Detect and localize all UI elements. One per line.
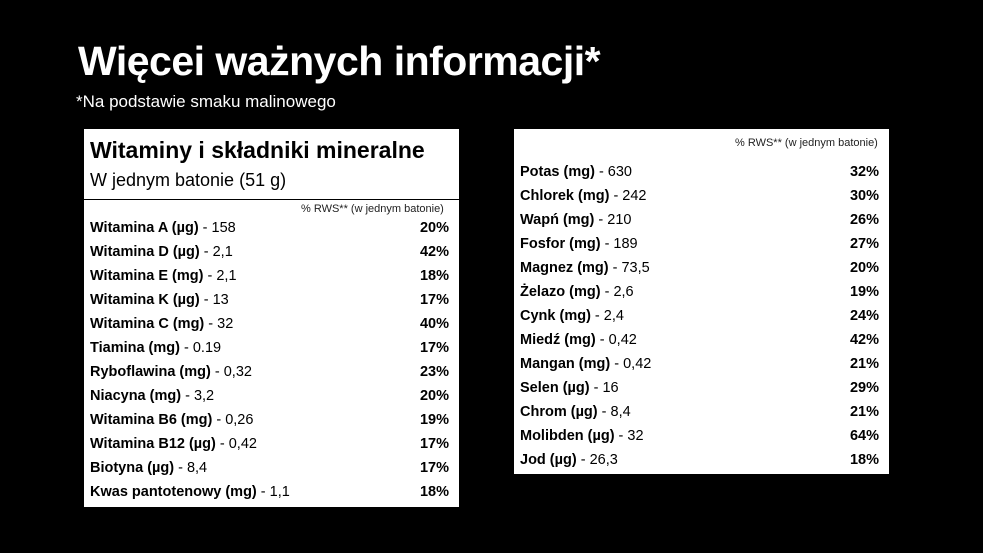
nutrient-amount: - 158 <box>198 220 236 236</box>
nutrient-label <box>90 384 214 408</box>
nutrient-label <box>90 312 233 336</box>
nutrient-amount: - 0,42 <box>610 356 652 372</box>
nutrient-name: Chlorek (mg) <box>520 188 610 204</box>
nutrient-rws-percent: 17% <box>419 340 449 356</box>
nutrient-rws-percent: 20% <box>419 388 449 404</box>
nutrient-rws-percent: 18% <box>849 452 879 468</box>
nutrient-name: Tiamina (mg) <box>90 340 180 356</box>
nutrient-rws-percent: 20% <box>849 260 879 276</box>
nutrient-label <box>520 304 624 328</box>
nutrient-amount: - 0,26 <box>212 412 254 428</box>
nutrient-rws-percent: 23% <box>419 364 449 380</box>
vitamins-list <box>84 216 459 504</box>
nutrient-amount: - 13 <box>199 292 229 308</box>
nutrient-label <box>90 336 221 360</box>
nutrient-row <box>514 184 889 208</box>
nutrient-label <box>90 288 229 312</box>
nutrient-name: Witamina C (mg) <box>90 316 205 332</box>
nutrient-row <box>514 376 889 400</box>
nutrient-amount: - 2,1 <box>203 268 237 284</box>
nutrient-label <box>520 280 634 304</box>
vitamins-panel-title: Witaminy i składniki mineralne <box>90 137 425 163</box>
nutrient-label <box>520 256 650 280</box>
vitamins-panel <box>84 129 459 507</box>
nutrient-rws-percent: 27% <box>849 236 879 252</box>
nutrient-row <box>514 256 889 280</box>
nutrient-row <box>84 216 459 240</box>
minerals-panel <box>514 129 889 474</box>
nutrient-amount: - 0.19 <box>179 340 222 356</box>
nutrient-row <box>514 448 889 472</box>
nutrient-rws-percent: 20% <box>419 220 449 236</box>
nutrient-label <box>520 424 644 448</box>
nutrient-name: Magnez (mg) <box>520 260 609 276</box>
nutrient-amount: - 3,2 <box>181 388 215 404</box>
nutrient-name: Żelazo (mg) <box>520 284 601 300</box>
nutrient-name: Witamina A (µg) <box>90 220 199 236</box>
nutrient-row <box>84 456 459 480</box>
nutrient-name: Kwas pantotenowy (mg) <box>90 484 257 500</box>
nutrient-row <box>84 264 459 288</box>
nutrient-label <box>520 184 647 208</box>
nutrient-amount: - 32 <box>204 316 234 332</box>
nutrient-label <box>90 264 237 288</box>
nutrient-name: Fosfor (mg) <box>520 236 601 252</box>
nutrient-rws-percent: 42% <box>419 244 449 260</box>
nutrient-row <box>84 360 459 384</box>
rws-header: % RWS** (w jednym batonie) <box>301 203 444 215</box>
nutrient-rws-percent: 42% <box>849 332 879 348</box>
nutrient-name: Chrom (µg) <box>520 404 598 420</box>
nutrient-label <box>520 232 638 256</box>
nutrient-name: Cynk (mg) <box>520 308 591 324</box>
nutrient-label <box>520 208 631 232</box>
nutrient-amount: - 210 <box>594 212 632 228</box>
nutrient-rws-percent: 32% <box>849 164 879 180</box>
nutrient-amount: - 2,6 <box>600 284 634 300</box>
nutrient-row <box>514 400 889 424</box>
nutrient-name: Niacyna (mg) <box>90 388 182 404</box>
nutrient-rws-percent: 24% <box>849 308 879 324</box>
nutrient-name: Witamina D (µg) <box>90 244 200 260</box>
nutrient-row <box>84 240 459 264</box>
nutrient-label <box>520 328 637 352</box>
nutrient-name: Witamina E (mg) <box>90 268 204 284</box>
nutrient-amount: - 0,42 <box>215 436 257 452</box>
nutrient-name: Witamina K (µg) <box>90 292 200 308</box>
nutrient-amount: - 16 <box>589 380 619 396</box>
nutrient-amount: - 189 <box>600 236 638 252</box>
nutrient-row <box>84 288 459 312</box>
nutrient-row <box>514 160 889 184</box>
nutrient-rws-percent: 64% <box>849 428 879 444</box>
nutrient-name: Biotyna (µg) <box>90 460 175 476</box>
vitamins-panel-subtitle: W jednym batonie (51 g) <box>90 170 287 190</box>
nutrient-rws-percent: 29% <box>849 380 879 396</box>
nutrient-name: Miedź (mg) <box>520 332 596 348</box>
nutrient-label <box>520 352 651 376</box>
nutrient-amount: - 8,4 <box>174 460 208 476</box>
nutrient-name: Ryboflawina (mg) <box>90 364 211 380</box>
nutrient-name: Mangan (mg) <box>520 356 611 372</box>
nutrient-name: Selen (µg) <box>520 380 590 396</box>
nutrient-amount: - 242 <box>609 188 647 204</box>
nutrient-rws-percent: 17% <box>419 436 449 452</box>
nutrient-rws-percent: 18% <box>419 484 449 500</box>
nutrient-amount: - 2,1 <box>199 244 233 260</box>
nutrient-rws-percent: 19% <box>849 284 879 300</box>
nutrient-row <box>84 408 459 432</box>
nutrient-label <box>520 160 632 184</box>
nutrient-row <box>84 312 459 336</box>
nutrient-amount: - 2,4 <box>590 308 624 324</box>
nutrient-rws-percent: 19% <box>419 412 449 428</box>
page-subtitle: *Na podstawie smaku malinowego <box>76 92 336 111</box>
nutrient-row <box>84 336 459 360</box>
nutrient-row <box>514 328 889 352</box>
nutrient-label <box>90 456 207 480</box>
nutrient-row <box>84 384 459 408</box>
nutrient-label <box>520 376 619 400</box>
nutrient-name: Wapń (mg) <box>520 212 595 228</box>
nutrient-row <box>514 304 889 328</box>
nutrient-amount: - 26,3 <box>576 452 618 468</box>
nutrient-rws-percent: 21% <box>849 404 879 420</box>
nutrient-label <box>90 216 236 240</box>
nutrient-label <box>90 240 233 264</box>
nutrient-row <box>514 208 889 232</box>
nutrient-row <box>514 232 889 256</box>
page-title: Więcei ważnych informacji* <box>78 38 601 84</box>
nutrient-label <box>90 432 257 456</box>
nutrient-name: Jod (µg) <box>520 452 577 468</box>
nutrient-rws-percent: 17% <box>419 460 449 476</box>
nutrient-row <box>514 352 889 376</box>
nutrient-row <box>84 480 459 504</box>
nutrient-rws-percent: 30% <box>849 188 879 204</box>
nutrient-amount: - 1,1 <box>256 484 290 500</box>
nutrient-amount: - 32 <box>614 428 644 444</box>
nutrient-rws-percent: 17% <box>419 292 449 308</box>
nutrient-rws-percent: 40% <box>419 316 449 332</box>
nutrient-name: Potas (mg) <box>520 164 595 180</box>
nutrient-rws-percent: 26% <box>849 212 879 228</box>
nutrient-amount: - 73,5 <box>608 260 650 276</box>
nutrient-label <box>520 448 618 472</box>
nutrient-label <box>90 480 290 504</box>
nutrient-name: Witamina B6 (mg) <box>90 412 213 428</box>
nutrient-rws-percent: 21% <box>849 356 879 372</box>
nutrient-amount: - 630 <box>594 164 633 180</box>
nutrient-amount: - 0,32 <box>210 364 252 380</box>
nutrient-row <box>514 424 889 448</box>
minerals-list <box>514 160 889 472</box>
nutrient-row <box>514 280 889 304</box>
divider <box>84 199 459 200</box>
nutrient-amount: - 0,42 <box>595 332 637 348</box>
nutrient-row <box>84 432 459 456</box>
nutrient-label <box>520 400 631 424</box>
nutrient-name: Witamina B12 (µg) <box>90 436 216 452</box>
nutrient-name: Molibden (µg) <box>520 428 615 444</box>
nutrient-amount: - 8,4 <box>597 404 631 420</box>
nutrient-rws-percent: 18% <box>419 268 449 284</box>
nutrient-label <box>90 408 253 432</box>
rws-header: % RWS** (w jednym batonie) <box>735 137 878 149</box>
nutrient-label <box>90 360 252 384</box>
